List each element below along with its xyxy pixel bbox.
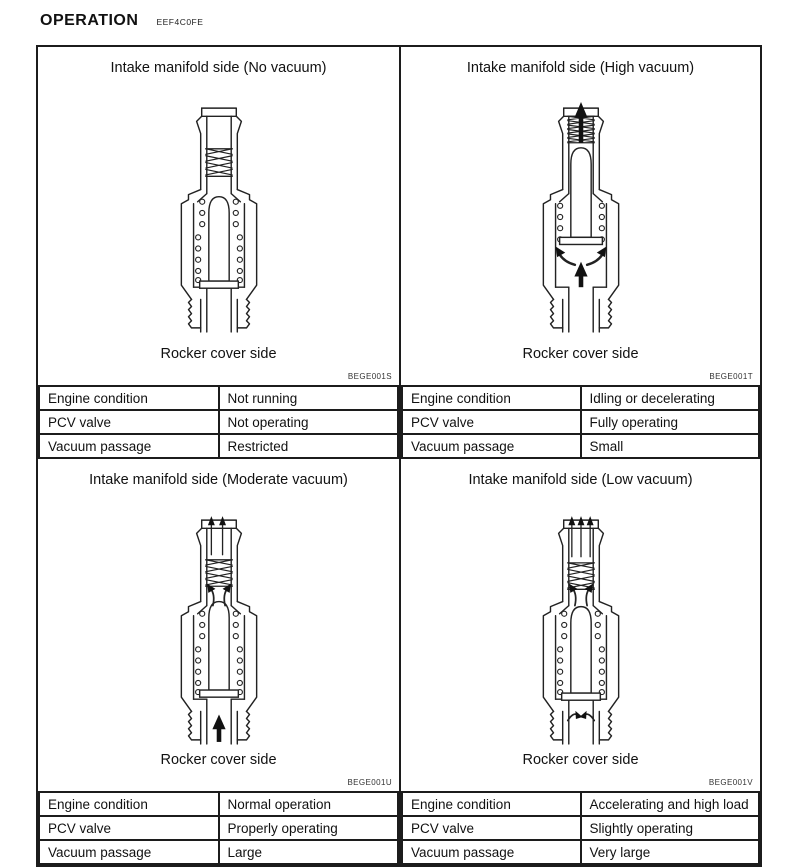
- row-value: Very large: [581, 840, 760, 864]
- table-row: [402, 816, 759, 840]
- row-value: Restricted: [219, 434, 399, 458]
- row-label: Vacuum passage: [39, 840, 219, 864]
- table-row: [39, 410, 398, 434]
- row-value: Small: [581, 434, 760, 458]
- table-row: [39, 840, 398, 864]
- row-label: Engine condition: [402, 386, 581, 410]
- table-row: [402, 410, 759, 434]
- row-value: Normal operation: [219, 792, 399, 816]
- row-value: Large: [219, 840, 399, 864]
- valve-figure: [401, 60, 760, 385]
- diagram-title: Intake manifold side (Low vacuum): [468, 472, 693, 488]
- table-row: [39, 792, 398, 816]
- pcv-valve-diagram-icon: [513, 100, 649, 334]
- row-value: Idling or decelerating: [581, 386, 760, 410]
- row-label: PCV valve: [39, 816, 219, 840]
- table-row: [39, 386, 398, 410]
- row-value: Fully operating: [581, 410, 760, 434]
- panel-no-vacuum: [38, 47, 399, 459]
- table-row: [39, 434, 398, 458]
- pcv-valve-diagram-icon: [513, 512, 649, 746]
- row-label: Engine condition: [39, 792, 219, 816]
- row-value: Not running: [219, 386, 399, 410]
- row-label: PCV valve: [402, 410, 581, 434]
- table-row: [402, 386, 759, 410]
- figure-code: BEGE001V: [708, 778, 753, 787]
- pcv-valve-diagram-icon: [151, 512, 287, 746]
- page-reference-code: EEF4C0FE: [156, 17, 204, 27]
- spec-table: [38, 385, 399, 459]
- quadrant-grid: [38, 47, 760, 865]
- row-value: Accelerating and high load: [581, 792, 760, 816]
- table-row: [39, 816, 398, 840]
- row-value: Not operating: [219, 410, 399, 434]
- table-row: [402, 434, 759, 458]
- table-row: [402, 792, 759, 816]
- row-value: Slightly operating: [581, 816, 760, 840]
- row-label: Vacuum passage: [402, 434, 581, 458]
- row-label: Vacuum passage: [402, 840, 581, 864]
- diagram-title: Intake manifold side (No vacuum): [110, 60, 327, 76]
- valve-figure: [401, 472, 760, 791]
- rocker-cover-label: Rocker cover side: [160, 346, 277, 362]
- valve-figure: [38, 472, 399, 791]
- page-header: [40, 12, 203, 30]
- figure-code: BEGE001U: [347, 778, 392, 787]
- diagram-title: Intake manifold side (Moderate vacuum): [89, 472, 348, 488]
- panel-moderate-vacuum: [38, 459, 399, 865]
- operation-figure-sheet: [36, 45, 762, 867]
- row-label: Vacuum passage: [39, 434, 219, 458]
- figure-code: BEGE001T: [709, 372, 753, 381]
- page-title: OPERATION: [40, 12, 139, 29]
- panel-low-vacuum: [399, 459, 760, 865]
- row-label: PCV valve: [39, 410, 219, 434]
- spec-table: [38, 791, 399, 865]
- row-label: PCV valve: [402, 816, 581, 840]
- rocker-cover-label: Rocker cover side: [160, 752, 277, 768]
- pcv-valve-diagram-icon: [151, 100, 287, 334]
- valve-figure: [38, 60, 399, 385]
- rocker-cover-label: Rocker cover side: [522, 346, 639, 362]
- spec-table: [401, 385, 760, 459]
- rocker-cover-label: Rocker cover side: [522, 752, 639, 768]
- row-label: Engine condition: [402, 792, 581, 816]
- row-label: Engine condition: [39, 386, 219, 410]
- table-row: [402, 840, 759, 864]
- spec-table: [401, 791, 760, 865]
- row-value: Properly operating: [219, 816, 399, 840]
- panel-high-vacuum: [399, 47, 760, 459]
- diagram-title: Intake manifold side (High vacuum): [466, 60, 695, 76]
- figure-code: BEGE001S: [347, 372, 392, 381]
